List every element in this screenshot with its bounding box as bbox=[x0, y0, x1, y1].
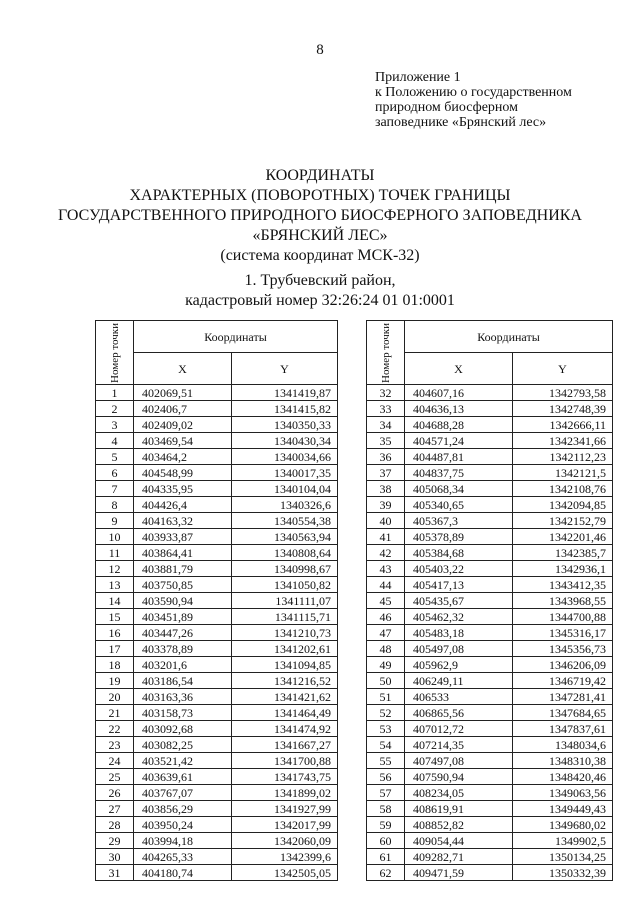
x-coordinate-cell: 404688,28 bbox=[405, 417, 513, 433]
x-coordinate-cell: 403856,29 bbox=[134, 801, 232, 817]
x-coordinate-cell: 409054,44 bbox=[405, 833, 513, 849]
x-coordinate-cell: 403201,6 bbox=[134, 657, 232, 673]
point-number-cell: 20 bbox=[96, 689, 134, 705]
table-row bbox=[367, 513, 613, 529]
x-coordinate-cell: 404426,4 bbox=[134, 497, 232, 513]
table-row bbox=[367, 529, 613, 545]
x-coordinate-cell: 403464,2 bbox=[134, 449, 232, 465]
table-row bbox=[96, 817, 338, 833]
x-coordinate-cell: 408619,91 bbox=[405, 801, 513, 817]
point-number-cell: 24 bbox=[96, 753, 134, 769]
y-coordinate-cell: 1342201,46 bbox=[513, 529, 613, 545]
table-row bbox=[367, 609, 613, 625]
table-row bbox=[96, 577, 338, 593]
x-coordinate-cell: 404335,95 bbox=[134, 481, 232, 497]
table-row bbox=[367, 833, 613, 849]
x-coordinate-cell: 403082,25 bbox=[134, 737, 232, 753]
x-coordinate-cell: 405340,65 bbox=[405, 497, 513, 513]
x-coordinate-cell: 404265,33 bbox=[134, 849, 232, 865]
x-coordinate-cell: 404487,81 bbox=[405, 449, 513, 465]
y-coordinate-cell: 1340554,38 bbox=[232, 513, 338, 529]
point-number-cell: 16 bbox=[96, 625, 134, 641]
table-row bbox=[367, 641, 613, 657]
title-line: (система координат МСК-32) bbox=[220, 247, 420, 264]
y-coordinate-cell: 1349902,5 bbox=[513, 833, 613, 849]
table-row bbox=[367, 433, 613, 449]
point-number-cell: 46 bbox=[367, 609, 405, 625]
header-point-number: Номер точки bbox=[367, 321, 405, 385]
table-row bbox=[96, 529, 338, 545]
table-row bbox=[96, 753, 338, 769]
x-coordinate-cell: 407012,72 bbox=[405, 721, 513, 737]
table-row bbox=[367, 785, 613, 801]
x-coordinate-cell: 405403,22 bbox=[405, 561, 513, 577]
y-coordinate-cell: 1341216,52 bbox=[232, 673, 338, 689]
x-coordinate-cell: 406865,56 bbox=[405, 705, 513, 721]
x-coordinate-cell: 403950,24 bbox=[134, 817, 232, 833]
header-point-number: Номер точки bbox=[96, 321, 134, 385]
y-coordinate-cell: 1340350,33 bbox=[232, 417, 338, 433]
y-coordinate-cell: 1341667,27 bbox=[232, 737, 338, 753]
point-number-cell: 23 bbox=[96, 737, 134, 753]
y-coordinate-cell: 1341927,99 bbox=[232, 801, 338, 817]
appendix-line: природном биосферном bbox=[375, 100, 519, 115]
point-number-cell: 37 bbox=[367, 465, 405, 481]
coordinates-table-left bbox=[95, 320, 338, 881]
table-row bbox=[367, 465, 613, 481]
table-row bbox=[96, 657, 338, 673]
point-number-cell: 62 bbox=[367, 865, 405, 881]
point-number-cell: 30 bbox=[96, 849, 134, 865]
y-coordinate-cell: 1348420,46 bbox=[513, 769, 613, 785]
x-coordinate-cell: 403767,07 bbox=[134, 785, 232, 801]
y-coordinate-cell: 1341700,88 bbox=[232, 753, 338, 769]
document-title bbox=[0, 166, 640, 266]
point-number-cell: 14 bbox=[96, 593, 134, 609]
x-coordinate-cell: 403639,61 bbox=[134, 769, 232, 785]
point-number-cell: 41 bbox=[367, 529, 405, 545]
table-row bbox=[96, 641, 338, 657]
x-coordinate-cell: 402409,02 bbox=[134, 417, 232, 433]
x-coordinate-cell: 404636,13 bbox=[405, 401, 513, 417]
point-number-cell: 8 bbox=[96, 497, 134, 513]
point-number-cell: 18 bbox=[96, 657, 134, 673]
x-coordinate-cell: 403864,41 bbox=[134, 545, 232, 561]
table-row bbox=[367, 481, 613, 497]
point-number-cell: 43 bbox=[367, 561, 405, 577]
table-row bbox=[96, 721, 338, 737]
point-number-cell: 48 bbox=[367, 641, 405, 657]
y-coordinate-cell: 1342748,39 bbox=[513, 401, 613, 417]
table-row bbox=[367, 865, 613, 881]
point-number-cell: 55 bbox=[367, 753, 405, 769]
point-number-cell: 31 bbox=[96, 865, 134, 881]
y-coordinate-cell: 1341210,73 bbox=[232, 625, 338, 641]
table-row bbox=[96, 609, 338, 625]
x-coordinate-cell: 405962,9 bbox=[405, 657, 513, 673]
y-coordinate-cell: 1350332,39 bbox=[513, 865, 613, 881]
point-number-cell: 29 bbox=[96, 833, 134, 849]
x-coordinate-cell: 402406,7 bbox=[134, 401, 232, 417]
x-coordinate-cell: 403158,73 bbox=[134, 705, 232, 721]
point-number-cell: 61 bbox=[367, 849, 405, 865]
point-number-cell: 4 bbox=[96, 433, 134, 449]
point-number-cell: 19 bbox=[96, 673, 134, 689]
x-coordinate-cell: 408234,05 bbox=[405, 785, 513, 801]
point-number-cell: 47 bbox=[367, 625, 405, 641]
point-number-cell: 33 bbox=[367, 401, 405, 417]
table-row bbox=[96, 833, 338, 849]
table-row bbox=[96, 785, 338, 801]
point-number-cell: 11 bbox=[96, 545, 134, 561]
table-row bbox=[367, 769, 613, 785]
point-number-cell: 1 bbox=[96, 385, 134, 401]
appendix-line: заповеднике «Брянский лес» bbox=[375, 115, 547, 130]
y-coordinate-cell: 1341094,85 bbox=[232, 657, 338, 673]
y-coordinate-cell: 1342666,11 bbox=[513, 417, 613, 433]
table-row bbox=[367, 737, 613, 753]
table-row bbox=[367, 673, 613, 689]
point-number-cell: 21 bbox=[96, 705, 134, 721]
point-number-cell: 49 bbox=[367, 657, 405, 673]
table-row bbox=[96, 705, 338, 721]
page-number: 8 bbox=[316, 42, 324, 58]
point-number-cell: 34 bbox=[367, 417, 405, 433]
title-line: «БРЯНСКИЙ ЛЕС» bbox=[252, 227, 388, 244]
y-coordinate-cell: 1342341,66 bbox=[513, 433, 613, 449]
table-row bbox=[96, 593, 338, 609]
y-coordinate-cell: 1349449,43 bbox=[513, 801, 613, 817]
point-number-cell: 5 bbox=[96, 449, 134, 465]
table-row bbox=[367, 689, 613, 705]
x-coordinate-cell: 402069,51 bbox=[134, 385, 232, 401]
header-coordinates: Координаты bbox=[405, 321, 613, 353]
y-coordinate-cell: 1340034,66 bbox=[232, 449, 338, 465]
table-row bbox=[96, 433, 338, 449]
y-coordinate-cell: 1340563,94 bbox=[232, 529, 338, 545]
x-coordinate-cell: 403186,54 bbox=[134, 673, 232, 689]
table-row bbox=[96, 385, 338, 401]
y-coordinate-cell: 1347684,65 bbox=[513, 705, 613, 721]
table-row bbox=[367, 385, 613, 401]
x-coordinate-cell: 405462,32 bbox=[405, 609, 513, 625]
point-number-cell: 58 bbox=[367, 801, 405, 817]
table-row bbox=[367, 705, 613, 721]
x-coordinate-cell: 403447,26 bbox=[134, 625, 232, 641]
y-coordinate-cell: 1350134,25 bbox=[513, 849, 613, 865]
header-y: Y bbox=[513, 353, 613, 385]
table-row bbox=[96, 545, 338, 561]
table-row bbox=[367, 753, 613, 769]
x-coordinate-cell: 405378,89 bbox=[405, 529, 513, 545]
y-coordinate-cell: 1341202,61 bbox=[232, 641, 338, 657]
y-coordinate-cell: 1346719,42 bbox=[513, 673, 613, 689]
table-row bbox=[367, 417, 613, 433]
x-coordinate-cell: 403590,94 bbox=[134, 593, 232, 609]
table-row bbox=[367, 593, 613, 609]
point-number-cell: 51 bbox=[367, 689, 405, 705]
y-coordinate-cell: 1348310,38 bbox=[513, 753, 613, 769]
y-coordinate-cell: 1342936,1 bbox=[513, 561, 613, 577]
x-coordinate-cell: 403933,87 bbox=[134, 529, 232, 545]
table-row bbox=[96, 737, 338, 753]
point-number-cell: 9 bbox=[96, 513, 134, 529]
y-coordinate-cell: 1347837,61 bbox=[513, 721, 613, 737]
point-number-cell: 39 bbox=[367, 497, 405, 513]
y-coordinate-cell: 1342152,79 bbox=[513, 513, 613, 529]
x-coordinate-cell: 409282,71 bbox=[405, 849, 513, 865]
point-number-cell: 35 bbox=[367, 433, 405, 449]
table-row bbox=[367, 497, 613, 513]
cadastral-number: кадастровый номер 32:26:24 01 01:0001 bbox=[185, 292, 455, 309]
y-coordinate-cell: 1341474,92 bbox=[232, 721, 338, 737]
y-coordinate-cell: 1347281,41 bbox=[513, 689, 613, 705]
table-row bbox=[96, 865, 338, 881]
table-row bbox=[367, 817, 613, 833]
header-x: X bbox=[405, 353, 513, 385]
point-number-cell: 56 bbox=[367, 769, 405, 785]
x-coordinate-cell: 405367,3 bbox=[405, 513, 513, 529]
point-number-cell: 7 bbox=[96, 481, 134, 497]
title-line: ГОСУДАРСТВЕННОГО ПРИРОДНОГО БИОСФЕРНОГО ЗАПОВЕДНИКА bbox=[58, 207, 582, 224]
section-heading bbox=[0, 271, 640, 311]
table-row bbox=[367, 401, 613, 417]
table-row bbox=[96, 673, 338, 689]
x-coordinate-cell: 403994,18 bbox=[134, 833, 232, 849]
point-number-cell: 42 bbox=[367, 545, 405, 561]
x-coordinate-cell: 408852,82 bbox=[405, 817, 513, 833]
x-coordinate-cell: 405435,67 bbox=[405, 593, 513, 609]
table-row bbox=[367, 657, 613, 673]
table-row bbox=[96, 769, 338, 785]
table-row bbox=[367, 721, 613, 737]
x-coordinate-cell: 404571,24 bbox=[405, 433, 513, 449]
y-coordinate-cell: 1342108,76 bbox=[513, 481, 613, 497]
table-row bbox=[367, 545, 613, 561]
point-number-cell: 32 bbox=[367, 385, 405, 401]
y-coordinate-cell: 1341115,71 bbox=[232, 609, 338, 625]
point-number-cell: 54 bbox=[367, 737, 405, 753]
table-row bbox=[96, 801, 338, 817]
y-coordinate-cell: 1342112,23 bbox=[513, 449, 613, 465]
table-row bbox=[96, 849, 338, 865]
y-coordinate-cell: 1346206,09 bbox=[513, 657, 613, 673]
point-number-cell: 50 bbox=[367, 673, 405, 689]
header-x: X bbox=[134, 353, 232, 385]
x-coordinate-cell: 403469,54 bbox=[134, 433, 232, 449]
y-coordinate-cell: 1341050,82 bbox=[232, 577, 338, 593]
x-coordinate-cell: 404180,74 bbox=[134, 865, 232, 881]
y-coordinate-cell: 1341419,87 bbox=[232, 385, 338, 401]
x-coordinate-cell: 403378,89 bbox=[134, 641, 232, 657]
point-number-cell: 45 bbox=[367, 593, 405, 609]
x-coordinate-cell: 409471,59 bbox=[405, 865, 513, 881]
point-number-cell: 59 bbox=[367, 817, 405, 833]
point-number-cell: 25 bbox=[96, 769, 134, 785]
y-coordinate-cell: 1340017,35 bbox=[232, 465, 338, 481]
header-y: Y bbox=[232, 353, 338, 385]
header-coordinates: Координаты bbox=[134, 321, 338, 353]
point-number-cell: 28 bbox=[96, 817, 134, 833]
y-coordinate-cell: 1342017,99 bbox=[232, 817, 338, 833]
x-coordinate-cell: 404163,32 bbox=[134, 513, 232, 529]
x-coordinate-cell: 406249,11 bbox=[405, 673, 513, 689]
y-coordinate-cell: 1341421,62 bbox=[232, 689, 338, 705]
y-coordinate-cell: 1349680,02 bbox=[513, 817, 613, 833]
x-coordinate-cell: 404607,16 bbox=[405, 385, 513, 401]
point-number-cell: 12 bbox=[96, 561, 134, 577]
y-coordinate-cell: 1341899,02 bbox=[232, 785, 338, 801]
point-number-cell: 22 bbox=[96, 721, 134, 737]
table-row bbox=[96, 449, 338, 465]
y-coordinate-cell: 1342060,09 bbox=[232, 833, 338, 849]
appendix-line: к Положению о государственном bbox=[375, 85, 572, 100]
point-number-cell: 13 bbox=[96, 577, 134, 593]
table-row bbox=[96, 465, 338, 481]
table-row bbox=[96, 417, 338, 433]
point-number-cell: 60 bbox=[367, 833, 405, 849]
point-number-cell: 40 bbox=[367, 513, 405, 529]
y-coordinate-cell: 1345356,73 bbox=[513, 641, 613, 657]
point-number-cell: 53 bbox=[367, 721, 405, 737]
point-number-cell: 15 bbox=[96, 609, 134, 625]
section-title: 1. Трубчевский район, bbox=[244, 272, 396, 289]
y-coordinate-cell: 1342505,05 bbox=[232, 865, 338, 881]
x-coordinate-cell: 407497,08 bbox=[405, 753, 513, 769]
y-coordinate-cell: 1344700,88 bbox=[513, 609, 613, 625]
y-coordinate-cell: 1343412,35 bbox=[513, 577, 613, 593]
y-coordinate-cell: 1345316,17 bbox=[513, 625, 613, 641]
table-row bbox=[367, 625, 613, 641]
x-coordinate-cell: 404548,99 bbox=[134, 465, 232, 481]
table-row bbox=[96, 625, 338, 641]
point-number-cell: 10 bbox=[96, 529, 134, 545]
y-coordinate-cell: 1341743,75 bbox=[232, 769, 338, 785]
x-coordinate-cell: 405384,68 bbox=[405, 545, 513, 561]
x-coordinate-cell: 403163,36 bbox=[134, 689, 232, 705]
title-line: ХАРАКТЕРНЫХ (ПОВОРОТНЫХ) ТОЧЕК ГРАНИЦЫ bbox=[129, 187, 511, 204]
point-number-cell: 6 bbox=[96, 465, 134, 481]
y-coordinate-cell: 1340808,64 bbox=[232, 545, 338, 561]
x-coordinate-cell: 403521,42 bbox=[134, 753, 232, 769]
y-coordinate-cell: 1340326,6 bbox=[232, 497, 338, 513]
point-number-cell: 17 bbox=[96, 641, 134, 657]
table-row bbox=[96, 401, 338, 417]
x-coordinate-cell: 403451,89 bbox=[134, 609, 232, 625]
point-number-cell: 38 bbox=[367, 481, 405, 497]
x-coordinate-cell: 407214,35 bbox=[405, 737, 513, 753]
table-row bbox=[96, 497, 338, 513]
title-line: КООРДИНАТЫ bbox=[265, 167, 375, 184]
y-coordinate-cell: 1341464,49 bbox=[232, 705, 338, 721]
table-row bbox=[367, 849, 613, 865]
x-coordinate-cell: 404837,75 bbox=[405, 465, 513, 481]
y-coordinate-cell: 1349063,56 bbox=[513, 785, 613, 801]
x-coordinate-cell: 405497,08 bbox=[405, 641, 513, 657]
y-coordinate-cell: 1341111,07 bbox=[232, 593, 338, 609]
x-coordinate-cell: 407590,94 bbox=[405, 769, 513, 785]
x-coordinate-cell: 406533 bbox=[405, 689, 513, 705]
x-coordinate-cell: 405483,18 bbox=[405, 625, 513, 641]
x-coordinate-cell: 403881,79 bbox=[134, 561, 232, 577]
y-coordinate-cell: 1340998,67 bbox=[232, 561, 338, 577]
point-number-cell: 3 bbox=[96, 417, 134, 433]
y-coordinate-cell: 1348034,6 bbox=[513, 737, 613, 753]
appendix-block bbox=[375, 70, 572, 130]
x-coordinate-cell: 405068,34 bbox=[405, 481, 513, 497]
point-number-cell: 2 bbox=[96, 401, 134, 417]
table-row bbox=[367, 577, 613, 593]
table-row bbox=[367, 449, 613, 465]
point-number-cell: 36 bbox=[367, 449, 405, 465]
y-coordinate-cell: 1341415,82 bbox=[232, 401, 338, 417]
y-coordinate-cell: 1340430,34 bbox=[232, 433, 338, 449]
table-row bbox=[367, 561, 613, 577]
y-coordinate-cell: 1342094,85 bbox=[513, 497, 613, 513]
table-row bbox=[367, 801, 613, 817]
table-row bbox=[96, 481, 338, 497]
table-row bbox=[96, 689, 338, 705]
point-number-cell: 52 bbox=[367, 705, 405, 721]
x-coordinate-cell: 403750,85 bbox=[134, 577, 232, 593]
point-number-cell: 26 bbox=[96, 785, 134, 801]
point-number-cell: 44 bbox=[367, 577, 405, 593]
y-coordinate-cell: 1342385,7 bbox=[513, 545, 613, 561]
coordinates-table-right bbox=[366, 320, 613, 881]
x-coordinate-cell: 405417,13 bbox=[405, 577, 513, 593]
y-coordinate-cell: 1340104,04 bbox=[232, 481, 338, 497]
y-coordinate-cell: 1342399,6 bbox=[232, 849, 338, 865]
y-coordinate-cell: 1342793,58 bbox=[513, 385, 613, 401]
table-row bbox=[96, 513, 338, 529]
x-coordinate-cell: 403092,68 bbox=[134, 721, 232, 737]
y-coordinate-cell: 1343968,55 bbox=[513, 593, 613, 609]
y-coordinate-cell: 1342121,5 bbox=[513, 465, 613, 481]
appendix-line: Приложение 1 bbox=[375, 70, 461, 85]
table-row bbox=[96, 561, 338, 577]
point-number-cell: 27 bbox=[96, 801, 134, 817]
point-number-cell: 57 bbox=[367, 785, 405, 801]
